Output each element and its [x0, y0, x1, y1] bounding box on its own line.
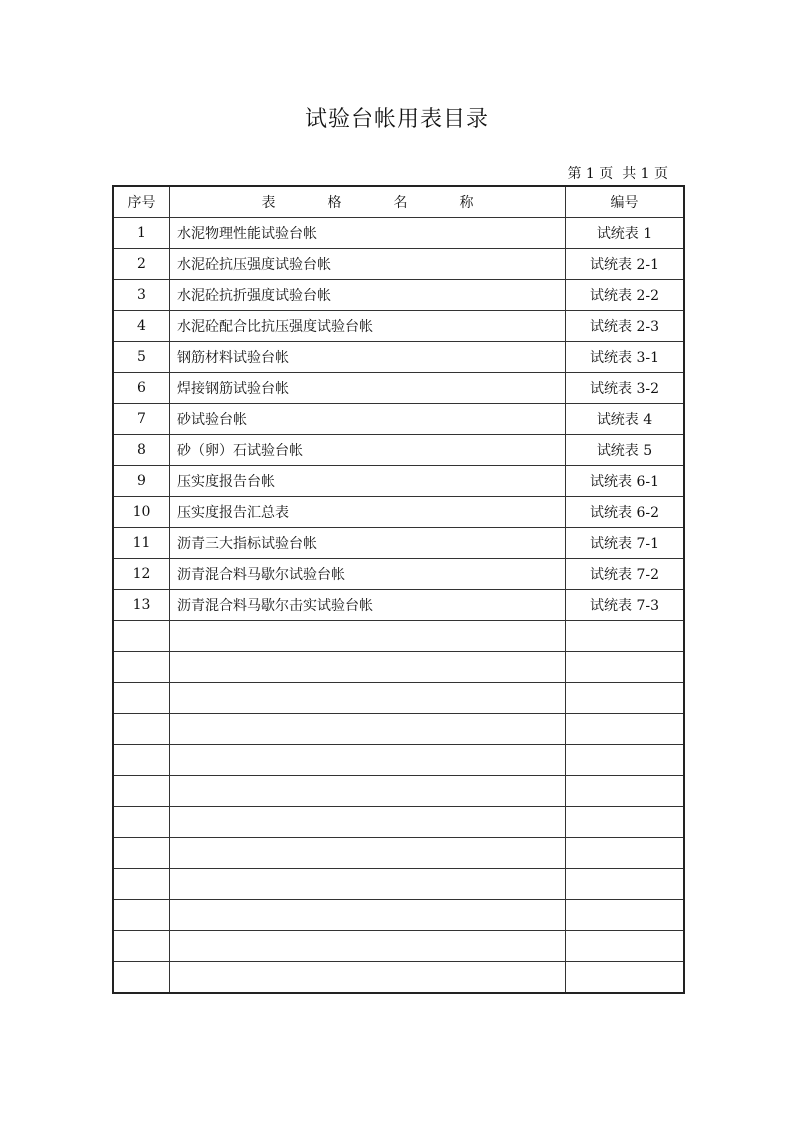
row-code-cell: 试统表 6-2: [566, 497, 685, 528]
row-code-cell: 试统表 3-2: [566, 373, 685, 404]
row-code-cell: [566, 838, 685, 869]
row-name-cell: [170, 776, 566, 807]
row-no-cell: 13: [113, 590, 170, 621]
row-name-cell: 沥青混合料马歇尔击实试验台帐: [170, 590, 566, 621]
row-no-cell: 12: [113, 559, 170, 590]
row-code-cell: [566, 900, 685, 931]
row-name-cell: 水泥砼抗折强度试验台帐: [170, 280, 566, 311]
table-row: [113, 745, 684, 776]
row-name-cell: 水泥物理性能试验台帐: [170, 218, 566, 249]
row-name-cell: [170, 683, 566, 714]
row-no-cell: [113, 683, 170, 714]
row-code-cell: 试统表 4: [566, 404, 685, 435]
row-no-cell: [113, 652, 170, 683]
page-info: 第 1 页 共 1 页: [567, 166, 668, 182]
row-no-cell: 10: [113, 497, 170, 528]
row-code-cell: 试统表 7-2: [566, 559, 685, 590]
row-no-cell: 8: [113, 435, 170, 466]
row-no-cell: [113, 962, 170, 994]
row-code-cell: [566, 962, 685, 994]
row-no-cell: 7: [113, 404, 170, 435]
table-row: [113, 869, 684, 900]
table-row: [113, 807, 684, 838]
row-name-cell: [170, 714, 566, 745]
row-name-cell: 水泥砼抗压强度试验台帐: [170, 249, 566, 280]
row-name-cell: [170, 652, 566, 683]
row-code-cell: 试统表 6-1: [566, 466, 685, 497]
row-no-cell: 4: [113, 311, 170, 342]
table-row: [113, 373, 684, 404]
row-name-cell: [170, 807, 566, 838]
row-name-cell: [170, 838, 566, 869]
row-code-cell: [566, 776, 685, 807]
row-code-cell: [566, 807, 685, 838]
row-no-cell: [113, 776, 170, 807]
row-no-cell: 3: [113, 280, 170, 311]
row-name-cell: [170, 869, 566, 900]
row-name-cell: [170, 745, 566, 776]
row-no-cell: 1: [113, 218, 170, 249]
row-code-cell: 试统表 2-1: [566, 249, 685, 280]
header-name: [170, 186, 566, 218]
table-row: [113, 342, 684, 373]
table-row: [113, 497, 684, 528]
header-no: 序号: [113, 186, 170, 218]
row-name-cell: 压实度报告台帐: [170, 466, 566, 497]
table-row: [113, 249, 684, 280]
table-row: [113, 931, 684, 962]
table-row: [113, 683, 684, 714]
row-name-cell: [170, 931, 566, 962]
row-name-cell: 沥青混合料马歇尔试验台帐: [170, 559, 566, 590]
row-no-cell: [113, 838, 170, 869]
row-name-cell: [170, 962, 566, 994]
table-row: [113, 404, 684, 435]
row-no-cell: [113, 745, 170, 776]
row-code-cell: 试统表 7-3: [566, 590, 685, 621]
row-code-cell: [566, 683, 685, 714]
row-no-cell: [113, 621, 170, 652]
table-body: [113, 218, 684, 994]
row-name-cell: 砂（卵）石试验台帐: [170, 435, 566, 466]
table-row: [113, 280, 684, 311]
table-row: [113, 838, 684, 869]
table-row: [113, 528, 684, 559]
row-no-cell: [113, 900, 170, 931]
row-no-cell: 6: [113, 373, 170, 404]
row-code-cell: 试统表 3-1: [566, 342, 685, 373]
row-name-cell: 水泥砼配合比抗压强度试验台帐: [170, 311, 566, 342]
row-no-cell: [113, 714, 170, 745]
table-row: [113, 652, 684, 683]
row-name-cell: 压实度报告汇总表: [170, 497, 566, 528]
row-no-cell: 5: [113, 342, 170, 373]
row-code-cell: [566, 714, 685, 745]
row-no-cell: 11: [113, 528, 170, 559]
table-row: [113, 466, 684, 497]
table-row: [113, 218, 684, 249]
row-code-cell: [566, 931, 685, 962]
row-no-cell: 2: [113, 249, 170, 280]
row-code-cell: 试统表 5: [566, 435, 685, 466]
row-code-cell: [566, 621, 685, 652]
row-name-cell: [170, 621, 566, 652]
row-no-cell: [113, 869, 170, 900]
row-code-cell: 试统表 1: [566, 218, 685, 249]
table-row: [113, 590, 684, 621]
table-row: [113, 621, 684, 652]
row-code-cell: 试统表 2-2: [566, 280, 685, 311]
row-name-cell: 钢筋材料试验台帐: [170, 342, 566, 373]
row-no-cell: [113, 931, 170, 962]
header-name-label: 表格名称: [261, 195, 526, 211]
row-name-cell: 沥青三大指标试验台帐: [170, 528, 566, 559]
table-row: [113, 962, 684, 994]
row-code-cell: [566, 652, 685, 683]
header-code: 编号: [566, 186, 685, 218]
table-row: [113, 714, 684, 745]
row-code-cell: [566, 745, 685, 776]
document-title: 试验台帐用表目录: [304, 107, 489, 132]
row-no-cell: [113, 807, 170, 838]
table-header-row: [113, 186, 684, 218]
table-row: [113, 900, 684, 931]
catalog-table: [112, 185, 685, 994]
table-row: [113, 559, 684, 590]
table-row: [113, 435, 684, 466]
row-code-cell: 试统表 2-3: [566, 311, 685, 342]
row-no-cell: 9: [113, 466, 170, 497]
row-name-cell: 砂试验台帐: [170, 404, 566, 435]
row-code-cell: 试统表 7-1: [566, 528, 685, 559]
table-row: [113, 776, 684, 807]
table-row: [113, 311, 684, 342]
row-name-cell: [170, 900, 566, 931]
row-name-cell: 焊接钢筋试验台帐: [170, 373, 566, 404]
row-code-cell: [566, 869, 685, 900]
